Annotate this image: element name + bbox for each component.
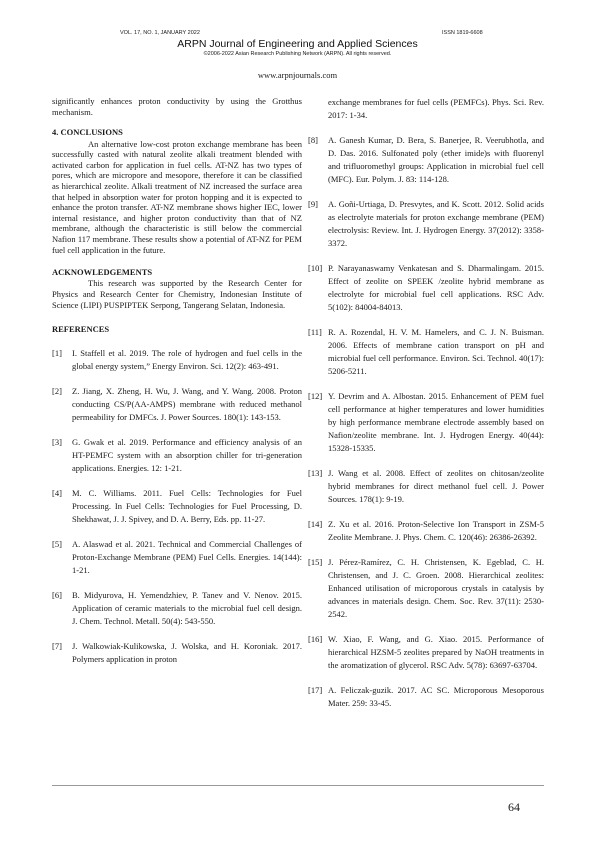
- reference-text: A. Goñi-Urtiaga, D. Presvytes, and K. Scott. 2012. Solid acids as electrolyte materials for proton exchange membrane (PEM) electrolysis: Review. Int. J. Hydrogen Energy. 37(2012): 3358-3372.: [328, 199, 544, 248]
- reference-list-right: [308, 134, 544, 710]
- reference-number: [7]: [52, 641, 62, 652]
- reference-text: I. Staffell et al. 2019. The role of hydrogen and fuel cells in the global energy system,” Energy Environ. Sci. 12(2): 463-491.: [72, 348, 302, 372]
- acknowledgements-text: This research was supported by the Research Center for Physics and Research Center for Chemistry, Indonesian Institute of Science (LIPI) PUSPIPTEK Serpong, Tangerang Selatan, Indonesia.: [52, 278, 302, 310]
- reference-number: [14]: [308, 519, 323, 529]
- reference-text: J. Walkowiak-Kulikowska, J. Wolska, and H. Koroniak. 2017. Polymers application in proton: [72, 641, 302, 665]
- reference-item: [308, 134, 544, 186]
- reference-list-left: [52, 347, 302, 666]
- reference-text: Z. Xu et al. 2016. Proton-Selective Ion Transport in ZSM-5 Zeolite Membrane. J. Phys. Chem. C. 120(46): 26386-26392.: [328, 519, 544, 542]
- reference-item: [308, 518, 544, 544]
- reference-continuation: exchange membranes for fuel cells (PEMFCs). Phys. Sci. Rev. 2017: 1-34.: [328, 97, 544, 120]
- reference-number: [8]: [308, 135, 318, 145]
- reference-number: [9]: [308, 199, 318, 209]
- reference-number: [2]: [52, 386, 62, 397]
- reference-item: [308, 467, 544, 506]
- issn: ISSN 1819-6608: [442, 30, 483, 36]
- reference-text: J. Wang et al. 2008. Effect of zeolites on chitosan/zeolite hybrid membranes for direct methanol fuel cell. J. Power Sources. 178(1): 9-19.: [328, 468, 544, 504]
- acknowledgements-heading: ACKNOWLEDGEMENTS: [52, 267, 153, 278]
- references-heading: REFERENCES: [52, 324, 110, 335]
- reference-item: [308, 326, 544, 378]
- reference-number: [17]: [308, 685, 323, 695]
- conclusions-text: An alternative low-cost proton exchange membrane has been successfully casted with natural zeolite alkali treatment blended with activated carbon for application in fuel cells. AT-NZ has two types of pores, which are micropore and mesopore, therefore it can be classified as hierarchical zeolite. Alkali treatment of NZ increased the surface area that helped in absorption water for proton hopping and it is expected to enhance the proton transfer. AT-NZ membrane shows higher IEC, lower internal resistance, and higher proton conductivity than that of NZ membrane, although the characteristic is still below the commercial Nafion 117 membrane. These results show a potential of AT-NZ for PEM fuel cell application in the future.: [52, 138, 302, 255]
- page-number: 64: [508, 800, 520, 814]
- copyright-notice: ©2006-2022 Asian Research Publishing Network (ARPN). All rights reserved.: [203, 51, 392, 57]
- reference-text: R. A. Rozendal, H. V. M. Hamelers, and C. J. N. Buisman. 2006. Effects of membrane cation transport on pH and microbial fuel cell performance. Environ. Sci. Technol. 40(17): 5206-5211.: [328, 327, 544, 376]
- reference-number: [15]: [308, 557, 323, 567]
- reference-item: [308, 390, 544, 455]
- reference-item: [308, 198, 544, 250]
- reference-number: [11]: [308, 327, 322, 337]
- reference-number: [6]: [52, 590, 62, 601]
- journal-title: ARPN Journal of Engineering and Applied Sciences: [177, 38, 418, 50]
- reference-item: [52, 487, 302, 526]
- reference-item: [308, 556, 544, 621]
- intro-text: significantly enhances proton conductivity by using the Grotthus mechanism.: [52, 96, 302, 118]
- reference-number: [12]: [308, 391, 323, 401]
- reference-number: [13]: [308, 468, 323, 478]
- reference-number: [4]: [52, 488, 62, 499]
- reference-item: [52, 347, 302, 373]
- reference-text: J. Pérez-Ramírez, C. H. Christensen, K. Egeblad, C. H. Christensen, and J. C. Groen. 2008. Hierarchical zeolites: Enhanced utilisation of microporous crystals in catalysis by advances in materials design. Chem. Soc. Rev. 37(11): 2530-2542.: [328, 557, 544, 619]
- right-column: [308, 96, 544, 710]
- volume-info: VOL. 17, NO. 1, JANUARY 2022: [120, 30, 200, 36]
- reference-item: [52, 385, 302, 424]
- reference-number: [10]: [308, 263, 323, 273]
- journal-url[interactable]: www.arpnjournals.com: [257, 70, 338, 80]
- reference-text: P. Narayanaswamy Venkatesan and S. Dharmalingam. 2015. Effect of zeolite on SPEEK /zeolite hybrid membrane as electrolyte for microbial fuel cell applications. RSC Adv. 5(102): 84004-84013.: [328, 263, 544, 312]
- reference-text: A. Ganesh Kumar, D. Bera, S. Banerjee, R. Veerubhotla, and D. Das. 2016. Sulfonated poly (ether imide)s with fluorenyl and trifluoromethyl groups: Application in microbial fuel cell (MFC). Eur. Polym. J. 83: 114-128.: [328, 135, 544, 184]
- reference-text: B. Midyurova, H. Yemendzhiev, P. Tanev and V. Nenov. 2015. Application of ceramic materials to the microbial fuel cell design. J. Chem. Technol. Metall. 50(4): 543-550.: [72, 590, 302, 627]
- reference-text: Y. Devrim and A. Albostan. 2015. Enhancement of PEM fuel cell performance at higher temperatures and lower humidities by high performance membrane electrode assembly based on Nafion/zeolite membrane. Int. J. Hydrogen Energy. 40(44): 15328-15335.: [328, 391, 544, 453]
- reference-number: [3]: [52, 437, 62, 448]
- conclusions-heading: 4. CONCLUSIONS: [52, 127, 123, 138]
- footer-divider: [52, 785, 544, 786]
- reference-text: A. Feliczak-guzik. 2017. AC SC. Microporous Mesoporous Mater. 259: 33-45.: [328, 685, 544, 708]
- reference-item: [308, 262, 544, 314]
- reference-item: [52, 436, 302, 475]
- reference-item: [308, 633, 544, 672]
- reference-item: [52, 538, 302, 577]
- reference-item: [308, 684, 544, 710]
- reference-text: A. Alaswad et al. 2021. Technical and Commercial Challenges of Proton-Exchange Membrane (PEM) Fuel Cells. Energies. 14(144): 1-21.: [72, 539, 302, 576]
- reference-item: [52, 640, 302, 666]
- reference-item: [52, 589, 302, 628]
- reference-number: [1]: [52, 348, 62, 359]
- reference-text: W. Xiao, F. Wang, and G. Xiao. 2015. Performance of hierarchical HZSM-5 zeolites prepared by NaOH treatments in the aromatization of glycerol. RSC Adv. 5(78): 63697-63704.: [328, 634, 544, 670]
- left-column: [52, 96, 302, 666]
- reference-text: G. Gwak et al. 2019. Performance and efficiency analysis of an HT-PEMFC system with an absorption chiller for tri-generation applications. Energies. 12: 1-21.: [72, 437, 302, 474]
- reference-number: [5]: [52, 539, 62, 550]
- reference-text: Z. Jiang, X. Zheng, H. Wu, J. Wang, and Y. Wang. 2008. Proton conducting CS/P(AA-AMPS) membrane with reduced methanol permeability for DMFCs. J. Power Sources. 180(1): 143-153.: [72, 386, 302, 423]
- reference-number: [16]: [308, 634, 323, 644]
- reference-text: M. C. Williams. 2011. Fuel Cells: Technologies for Fuel Processing. In Fuel Cells: Technologies for Fuel Processing, D. Shekhawat, J. J. Spivey, and D. A. Berry, Eds. pp. 11-27.: [72, 488, 302, 525]
